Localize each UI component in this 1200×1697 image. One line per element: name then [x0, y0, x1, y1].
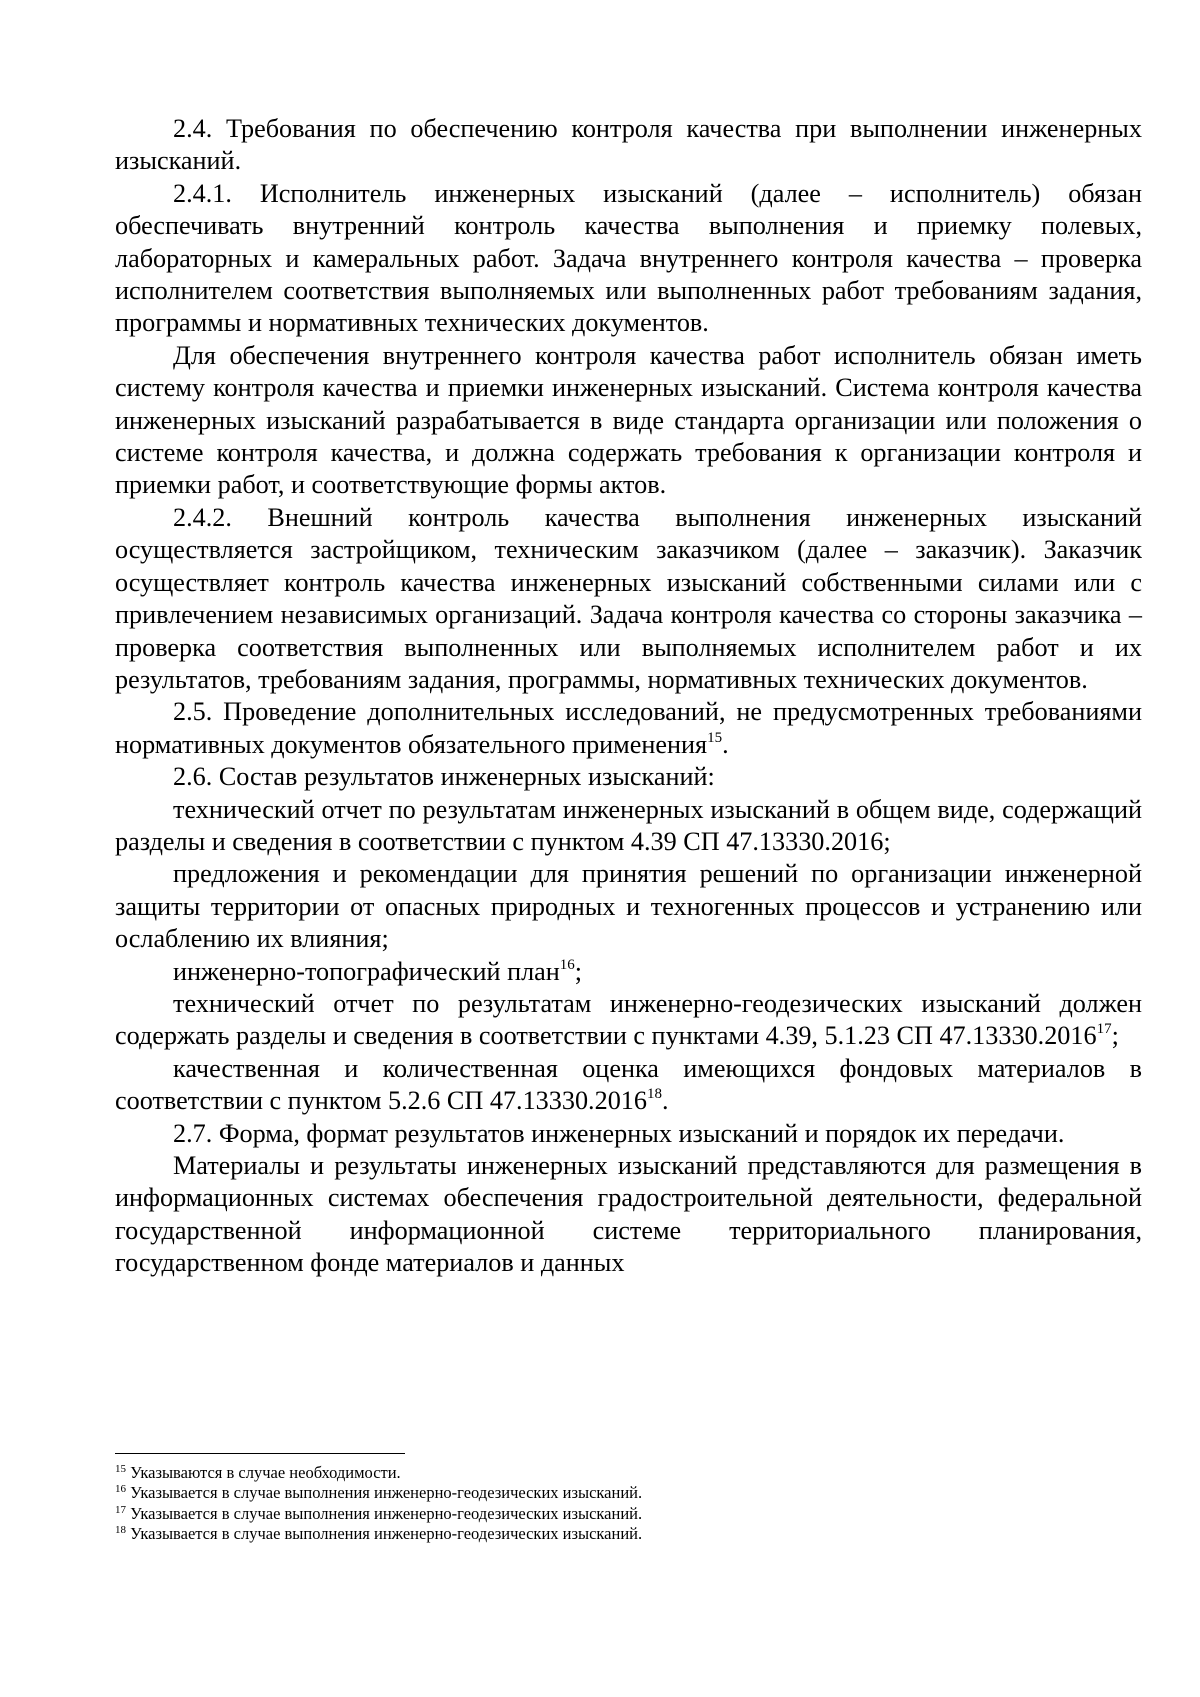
paragraph-2-5	[115, 696, 1142, 761]
footnote-17	[115, 1504, 1142, 1524]
list-item-fund-materials	[115, 1053, 1142, 1118]
document-body	[115, 113, 1142, 1280]
paragraph-2-5-text: 2.5. Проведение дополнительных исследований, не предусмотренных требованиями нормативных документов обязательного применения	[115, 697, 1142, 759]
list-item-fund-materials-text: качественная и количественная оценка имеющихся фондовых материалов в соответствии с пунктом 5.2.6 СП 47.13330.2016	[115, 1053, 1142, 1116]
list-item-geodetic-report-text: технический отчет по результатам инженерно-геодезических изысканий должен содержать разделы и сведения в соответствии с пунктами 4.39, 5.1.23 СП 47.13330.2016	[115, 988, 1142, 1051]
footnote-18-number: 18	[115, 1524, 126, 1537]
list-item-topographic-plan	[115, 956, 1142, 988]
list-item-topographic-plan-tail: ;	[574, 956, 583, 986]
footnote-ref-18: 18	[646, 1086, 662, 1103]
footnote-18-text: Указывается в случае выполнения инженерно-геодезических изысканий.	[126, 1524, 643, 1544]
list-item-technical-report: технический отчет по результатам инженерных изысканий в общем виде, содержащий разделы и сведения в соответствии с пунктом 4.39 СП 47.13330.2016;	[115, 794, 1142, 856]
footnote-17-text: Указывается в случае выполнения инженерно-геодезических изысканий.	[126, 1503, 643, 1523]
list-item-geodetic-report	[115, 988, 1142, 1053]
paragraph-2-4-2: 2.4.2. Внешний контроль качества выполнения инженерных изысканий осуществляется застройщиком, техническим заказчиком (далее – заказчик). Заказчик осуществляет контроль качества инженерных изысканий собственными силами или с привлечением независимых организаций. Задача контроля качества со стороны заказчика – проверка соответствия выполненных или выполняемых исполнителем работ и их результатов, требованиям задания, программы, нормативных технических документов.	[115, 502, 1142, 694]
footnote-15-number: 15	[115, 1463, 126, 1475]
footnote-17-number: 17	[115, 1503, 126, 1516]
footnote-15	[115, 1463, 1142, 1483]
footnote-separator	[115, 1453, 405, 1454]
paragraph-2-6: 2.6. Состав результатов инженерных изысканий:	[173, 762, 715, 792]
footnote-16	[115, 1483, 1142, 1503]
list-item-geodetic-report-tail: ;	[1111, 1021, 1119, 1051]
paragraph-2-5-tail: .	[722, 729, 729, 759]
paragraph-2-4: 2.4. Требования по обеспечению контроля качества при выполнении инженерных изысканий.	[115, 114, 1142, 176]
list-item-proposals: предложения и рекомендации для принятия решений по организации инженерной защиты территории от опасных природных и техногенных процессов и устранению или ослаблению их влияния;	[115, 859, 1142, 954]
paragraph-2-4-1: 2.4.1. Исполнитель инженерных изысканий (далее – исполнитель) обязан обеспечивать внутренний контроль качества выполнения и приемку полевых, лабораторных и камеральных работ. Задача внутреннего контроля качества – проверка исполнителем соответствия выполняемых или выполненных работ требованиям задания, программы и нормативных технических документов.	[115, 178, 1142, 338]
paragraph-internal-control: Для обеспечения внутреннего контроля качества работ исполнитель обязан иметь систему контроля качества и приемки инженерных изысканий. Система контроля качества инженерных изысканий разрабатывается в виде стандарта организации или положения о системе контроля качества, и должна содержать требования к организации контроля и приемки работ, и соответствующие формы актов.	[115, 340, 1142, 500]
footnote-16-number: 16	[115, 1483, 126, 1496]
footnote-16-text: Указывается в случае выполнения инженерно-геодезических изысканий.	[126, 1483, 643, 1503]
footnotes	[115, 1463, 1142, 1545]
list-item-topographic-plan-text: инженерно-топографический план	[173, 956, 560, 986]
footnote-18	[115, 1524, 1142, 1544]
paragraph-materials: Материалы и результаты инженерных изысканий представляются для размещения в информационных системах обеспечения градостроительной деятельности, федеральной государственной информационной системе территориального планирования, государственном фонде материалов и данных	[115, 1151, 1142, 1278]
list-item-fund-materials-tail: .	[661, 1086, 669, 1116]
footnote-ref-15: 15	[707, 729, 723, 746]
paragraph-2-7: 2.7. Форма, формат результатов инженерных изысканий и порядок их передачи.	[173, 1118, 1065, 1148]
footnote-ref-17: 17	[1096, 1021, 1112, 1038]
footnote-15-text: Указываются в случае необходимости.	[126, 1463, 401, 1482]
footnote-ref-16: 16	[559, 956, 575, 973]
